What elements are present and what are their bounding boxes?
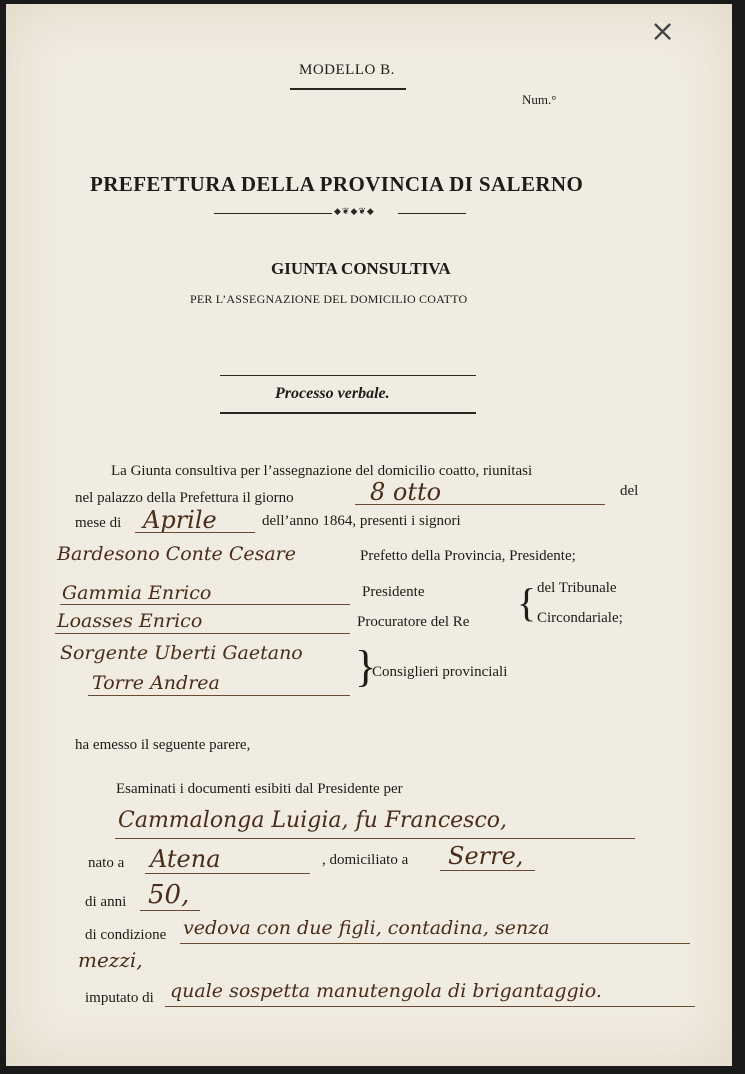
born-label: nato a <box>88 855 125 871</box>
number-label: Num.° <box>522 92 557 107</box>
tribunal-brace: { <box>517 580 537 625</box>
ornament: ◆❦◆❦◆ <box>334 207 375 217</box>
condition-handwritten: vedova con due figli, contadina, senza <box>183 917 550 939</box>
councillors-label: Consiglieri provinciali <box>372 664 508 680</box>
day-handwritten: 8 otto <box>370 478 442 506</box>
born-underline <box>145 873 310 874</box>
title-rule-left <box>214 213 332 214</box>
intro-line-3a: mese di <box>75 515 122 531</box>
domicile-handwritten: Serre, <box>448 842 524 870</box>
section-rule-top <box>220 375 476 376</box>
domicile-underline <box>440 870 535 871</box>
born-handwritten: Atena <box>150 845 221 873</box>
opinion-text: ha emesso il seguente parere, <box>75 737 251 753</box>
condition-label: di condizione <box>85 927 167 943</box>
model-underline <box>290 88 406 90</box>
council-title: GIUNTA CONSULTIVA <box>271 259 451 278</box>
member-name: Bardesono Conte Cesare <box>57 543 297 565</box>
model-label: MODELLO B. <box>299 62 395 78</box>
person-handwritten: Cammalonga Luigia, fu Francesco, <box>118 808 508 833</box>
age-handwritten: 50, <box>148 880 190 910</box>
councillors-brace: } <box>355 642 377 691</box>
member-name: Loasses Enrico <box>57 610 203 632</box>
exam-intro: Esaminati i documenti esibiti dal Presidente per <box>116 781 403 797</box>
month-handwritten: Aprile <box>143 506 217 534</box>
age-underline <box>140 910 200 911</box>
tribunal-line-1: del Tribunale <box>537 580 617 596</box>
member-name: Torre Andrea <box>92 672 220 694</box>
domicile-label: , domiciliato a <box>322 852 409 868</box>
corner-mark: × <box>650 14 676 49</box>
member-name: Sorgente Uberti Gaetano <box>60 642 303 664</box>
council-subtitle: PER L’ASSEGNAZIONE DEL DOMICILIO COATTO <box>190 292 468 306</box>
prefecture-title: PREFETTURA DELLA PROVINCIA DI SALERNO <box>90 172 584 196</box>
member-role: Procuratore del Re <box>357 614 470 630</box>
intro-line-2a: nel palazzo della Prefettura il giorno <box>75 490 294 506</box>
member-role: Prefetto della Provincia, Presidente; <box>360 548 576 564</box>
month-underline <box>135 532 255 533</box>
section-title: Processo verbale. <box>275 385 390 402</box>
charged-handwritten: quale sospetta manutengola di brigantaggio. <box>170 980 602 1002</box>
condition-underline <box>180 943 690 944</box>
condition-handwritten-2: mezzi, <box>78 948 143 972</box>
member-underline <box>60 604 350 605</box>
age-label: di anni <box>85 894 127 910</box>
intro-line-3b: dell’anno 1864, presenti i signori <box>262 513 461 529</box>
section-rule-bottom <box>220 412 476 414</box>
charged-label: imputato di <box>85 990 154 1006</box>
title-rule-right <box>398 213 466 214</box>
member-role: Presidente <box>362 584 425 600</box>
member-name: Gammia Enrico <box>62 582 212 604</box>
day-underline <box>355 504 605 505</box>
member-underline <box>88 695 350 696</box>
charged-underline <box>165 1006 695 1007</box>
member-underline <box>55 633 350 634</box>
intro-line-2b: del <box>620 483 639 499</box>
tribunal-line-2: Circondariale; <box>537 610 623 626</box>
person-underline <box>115 838 635 839</box>
intro-line-1: La Giunta consultiva per l’assegnazione del domicilio coatto, riunitasi <box>111 463 533 479</box>
